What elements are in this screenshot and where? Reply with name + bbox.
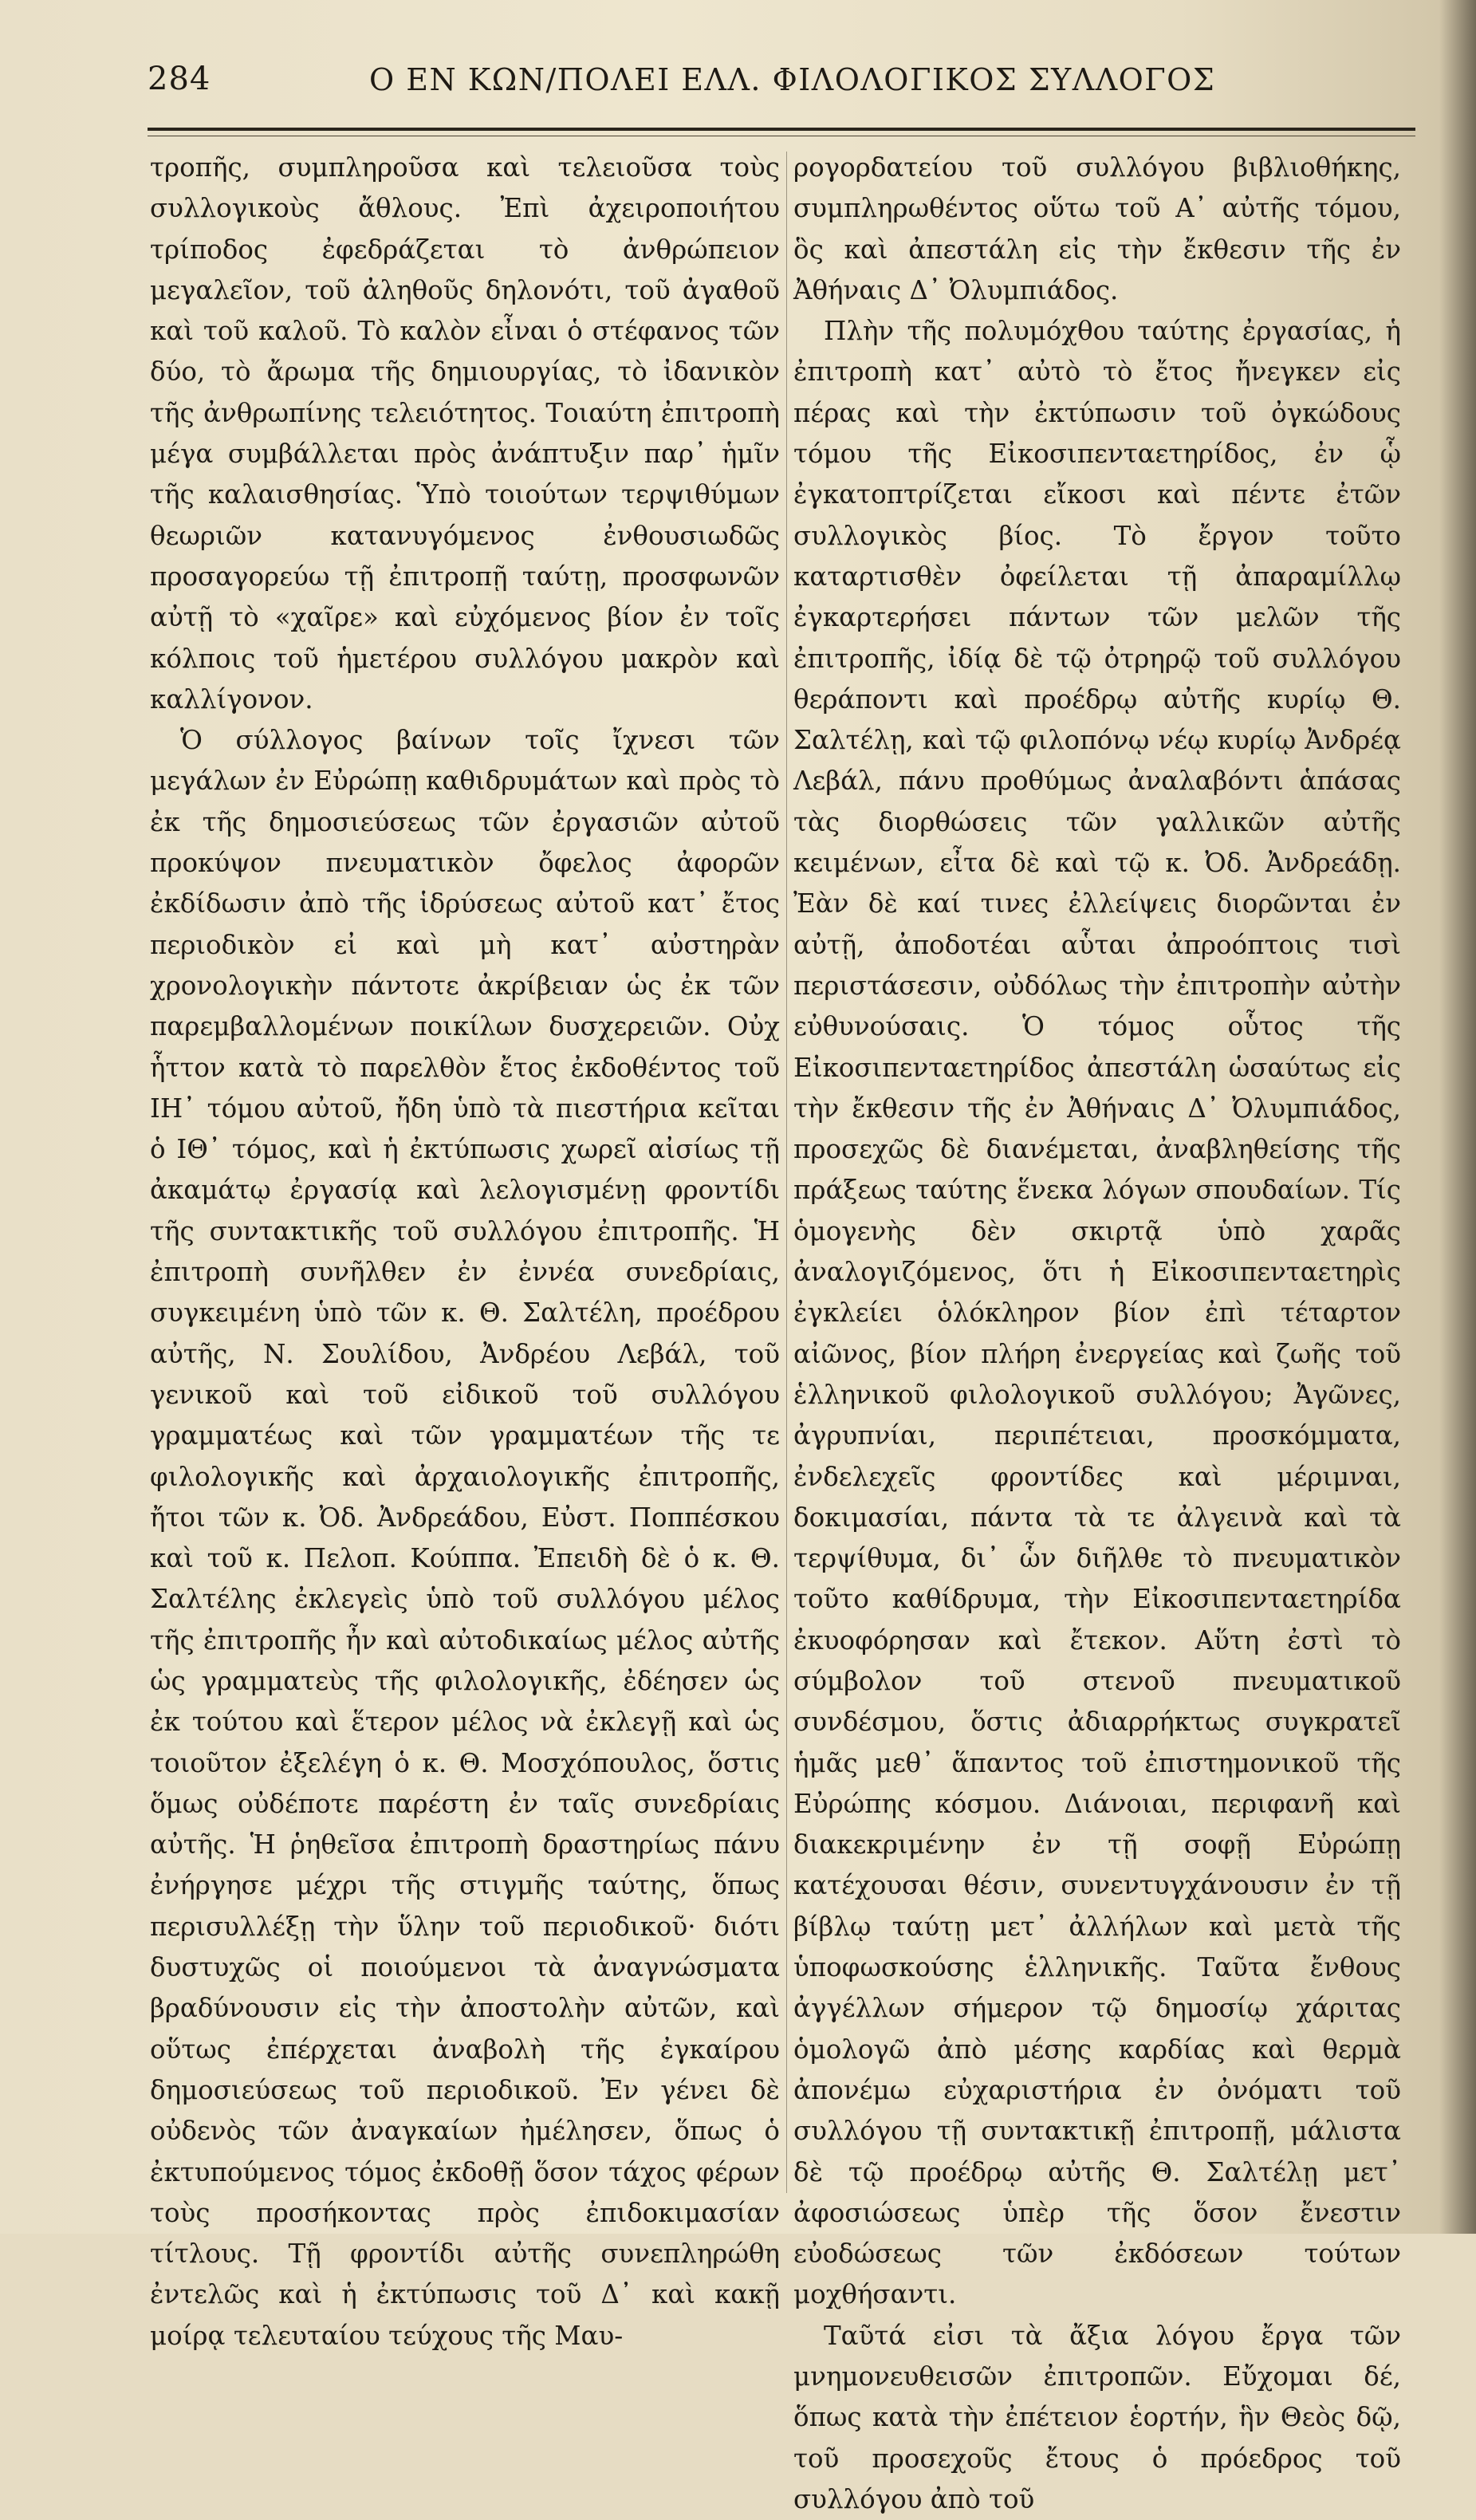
left-paragraph-2: Ὁ σύλλογος βαίνων τοῖς ἴχνεσι τῶν μεγάλων ἐν Εὐρώπῃ καθιδρυμάτων καὶ πρὸς τὸ ἐκ τῆς δημοσιεύσεως τῶν ἐργασιῶν αὐτοῦ προκύψον πνευματικὸν ὄφελος ἀφορῶν ἐκδίδωσιν ἀπὸ τῆς ἱδρύσεως αὐτοῦ κατ᾿ ἔτος περιοδικὸν εἰ καὶ μὴ κατ᾿ αὐστηρὰν χρονολογικὴν πάντοτε ἀκρίβειαν ὡς ἐκ τῶν παρεμβαλλομένων ποικίλων δυσχερειῶν. Οὐχ ἧττον κατὰ τὸ παρελθὸν ἔτος ἐκδοθέντος τοῦ ΙΗ᾿ τόμου αὐτοῦ, ἤδη ὑπὸ τὰ πιεστήρια κεῖται ὁ ΙΘ᾿ τόμος, καὶ ἡ ἐκτύπωσις χωρεῖ αἰσίως τῇ ἀκαμάτῳ ἐργασίᾳ καὶ λελογισμένῃ φροντίδι τῆς συντακτικῆς τοῦ συλλόγου ἐπιτροπῆς. Ἡ ἐπιτροπὴ συνῆλθεν ἐν ἐννέα συνεδρίαις, συγκειμένη ὑπὸ τῶν κ. Θ. Σαλτέλη, προέδρου αὐτῆς, Ν. Σουλίδου, Ἀνδρέου Λεβάλ, τοῦ γενικοῦ καὶ τοῦ εἰδικοῦ τοῦ συλλόγου γραμματέως καὶ τῶν γραμματέων τῆς τε φιλολογικῆς καὶ ἀρχαιολογικῆς ἐπιτροπῆς, ἤτοι τῶν κ. Ὀδ. Ἀνδρεάδου, Εὐστ. Ποππέσκου καὶ τοῦ κ. Πελοπ. Κούππα. Ἐπειδὴ δὲ ὁ κ. Θ. Σαλτέλης ἐκλεγεὶς ὑπὸ τοῦ συλλόγου μέλος τῆς ἐπιτροπῆς ἦν καὶ αὐτοδικαίως μέλος αὐτῆς ὡς γραμματεὺς τῆς φιλολογικῆς, ἐδέησεν ὡς ἐκ τούτου καὶ ἕτερον μέλος νὰ ἐκλεγῇ καὶ ὡς τοιοῦτον ἐξελέγη ὁ κ. Θ. Μοσχόπουλος, ὅστις ὅμως οὐδέποτε παρέστη ἐν ταῖς συνεδρίαις αὐτῆς. Ἡ ῥηθεῖσα ἐπιτροπὴ δραστηρίως πάνυ ἐνήργησε μέχρι τῆς στιγμῆς ταύτης, ὅπως περισυλλέξῃ τὴν ὕλην τοῦ περιοδικοῦ· διότι δυστυχῶς οἱ ποιούμενοι τὰ ἀναγνώσματα βραδύνουσιν εἰς τὴν ἀποστολὴν αὐτῶν, καὶ οὕτως ἐπέρχεται ἀναβολὴ τῆς ἐγκαίρου δημοσιεύσεως τοῦ περιοδικοῦ. Ἐν γένει δὲ οὐδενὸς τῶν ἀναγκαίων ἠμέλησεν, ὅπως ὁ ἐκτυπούμενος τόμος ἐκδοθῇ ὅσον τάχος φέρων τοὺς προσήκοντας πρὸς ἐπιδοκιμασίαν τίτλους. Τῇ φροντίδι αὐτῆς συνεπληρώθη ἐντελῶς καὶ ἡ ἐκτύπωσις τοῦ Δ᾿ καὶ κακῇ μοίρᾳ τελευταίου τεύχους τῆς Μαυ- — [150, 725, 780, 2351]
right-paragraph-1: ρογορδατείου τοῦ συλλόγου βιβλιοθήκης, συμπληρωθέντος οὕτω τοῦ Α᾿ αὐτῆς τόμου, ὃς καὶ ἀπεστάλη εἰς τὴν ἔκθεσιν τῆς ἐν Ἀθήναις Δ᾿ Ὀλυμπιάδος. — [793, 152, 1401, 305]
right-paragraph-2: Πλὴν τῆς πολυμόχθου ταύτης ἐργασίας, ἡ ἐπιτροπὴ κατ᾿ αὐτὸ τὸ ἔτος ἤνεγκεν εἰς πέρας καὶ τὴν ἐκτύπωσιν τοῦ ὀγκώδους τόμου τῆς Εἰκοσιπενταετηρίδος, ἐν ᾧ ἐγκατοπτρίζεται εἴκοσι καὶ πέντε ἐτῶν συλλογικὸς βίος. Τὸ ἔργον τοῦτο καταρτισθὲν ὀφείλεται τῇ ἀπαραμίλλῳ ἐγκαρτερήσει πάντων τῶν μελῶν τῆς ἐπιτροπῆς, ἰδίᾳ δὲ τῷ ὀτρηρῷ τοῦ συλλόγου θεράποντι καὶ προέδρῳ αὐτῆς κυρίῳ Θ. Σαλτέλῃ, καὶ τῷ φιλοπόνῳ νέῳ κυρίῳ Ἀνδρέᾳ Λεβάλ, πάνυ προθύμως ἀναλαβόντι ἁπάσας τὰς διορθώσεις τῶν γαλλικῶν αὐτῆς κειμένων, εἶτα δὲ καὶ τῷ κ. Ὀδ. Ἀνδρεάδῃ. Ἐὰν δὲ καί τινες ἐλλείψεις διορῶνται ἐν αὐτῇ, ἀποδοτέαι αὗται ἀπροόπτοις τισὶ περιστάσεσιν, οὐδόλως τὴν ἐπιτροπὴν αὐτὴν εὐθυνούσαις. Ὁ τόμος οὗτος τῆς Εἰκοσιπενταετηρίδος ἀπεστάλη ὡσαύτως εἰς τὴν ἔκθεσιν τῆς ἐν Ἀθήναις Δ᾿ Ὀλυμπιάδος, προσεχῶς δὲ διανέμεται, ἀναβληθείσης τῆς πράξεως ταύτης ἕνεκα λόγων σπουδαίων. Τίς ὁμογενὴς δὲν σκιρτᾷ ὑπὸ χαρᾶς ἀναλογιζόμενος, ὅτι ἡ Εἰκοσιπενταετηρὶς ἐγκλείει ὁλόκληρον βίον ἐπὶ τέταρτον αἰῶνος, βίον πλήρη ἐνεργείας καὶ ζωῆς τοῦ ἑλληνικοῦ φιλολογικοῦ συλλόγου; Ἀγῶνες, ἀγρυπνίαι, περιπέτειαι, προσκόμματα, ἐνδελεχεῖς φροντίδες καὶ μέριμναι, δοκιμασίαι, πάντα τὰ τε ἀλγεινὰ καὶ τὰ τερψίθυμα, δι᾿ ὧν διῆλθε τὸ πνευματικὸν τοῦτο καθίδρυμα, τὴν Εἰκοσιπενταετηρίδα ἐκυοφόρησαν καὶ ἔτεκον. Αὕτη ἐστὶ τὸ σύμβολον τοῦ στενοῦ πνευματικοῦ συνδέσμου, ὅστις ἀδιαρρήκτως συγκρατεῖ ἡμᾶς μεθ᾿ ἅπαντος τοῦ ἐπιστημονικοῦ τῆς Εὐρώπης κόσμου. Διάνοιαι, περιφανῆ καὶ διακεκριμένην ἐν τῇ σοφῇ Εὐρώπῃ κατέχουσαι θέσιν, συνεντυγχάνουσιν ἐν τῇ βίβλῳ ταύτῃ μετ᾿ ἀλλήλων καὶ μετὰ τῆς ὑποφωσκούσης ἑλληνικῆς. Ταῦτα ἔνθους ἀγγέλλων σήμερον τῷ δημοσίῳ χάριτας ὁμολογῶ ἀπὸ μέσης καρδίας καὶ θερμὰ ἀπονέμω εὐχαριστήρια ἐν ὀνόματι τοῦ συλλόγου τῇ συντακτικῇ ἐπιτροπῇ, μάλιστα δὲ τῷ προέδρῳ αὐτῆς Θ. Σαλτέλῃ μετ᾿ ἀφοσιώσεως ὑπὲρ τῆς ὅσον ἔνεστιν εὐοδώσεως τῶν ἐκδόσεων τούτων μοχθήσαντι. — [793, 316, 1401, 2310]
page-header — [148, 54, 1415, 118]
left-paragraph-1: τροπῆς, συμπληροῦσα καὶ τελειοῦσα τοὺς συλλογικοὺς ἄθλους. Ἐπὶ ἀχειροποιήτου τρίποδος ἐφεδράζεται τὸ ἀνθρώπειον μεγαλεῖον, τοῦ ἀληθοῦς δηλονότι, τοῦ ἀγαθοῦ καὶ τοῦ καλοῦ. Τὸ καλὸν εἶναι ὁ στέφανος τῶν δύο, τὸ ἄρωμα τῆς δημιουργίας, τὸ ἰδανικὸν τῆς ἀνθρωπίνης τελειότητος. Τοιαύτη ἐπιτροπὴ μέγα συμβάλλεται πρὸς ἀνάπτυξιν παρ᾿ ἡμῖν τῆς καλαισθησίας. Ὑπὸ τοιούτων τερψιθύμων θεωριῶν κατανυγόμενος ἐνθουσιωδῶς προσαγορεύω τῇ ἐπιτροπῇ ταύτῃ, προσφωνῶν αὐτῇ τὸ «χαῖρε» καὶ εὐχόμενος βίον ἐν τοῖς κόλποις τοῦ ἡμετέρου συλλόγου μακρὸν καὶ καλλίγονον. — [150, 152, 780, 715]
page-number: 284 — [148, 61, 211, 97]
header-rule-thick — [148, 128, 1415, 131]
left-column — [150, 148, 780, 2351]
page-edge-shadow — [1439, 0, 1476, 2234]
running-head: Ο ΕΝ ΚΩΝ/ΠΟΛΕΙ ΕΛΛ. ΦΙΛΟΛΟΓΙΚΟΣ ΣΥΛΛΟΓΟΣ — [369, 62, 1216, 97]
right-paragraph-3: Ταῦτά εἰσι τὰ ἄξια λόγου ἔργα τῶν μνημονευθεισῶν ἐπιτροπῶν. Εὔχομαι δέ, ὅπως κατὰ τὴν ἐπέτειον ἑορτήν, ἣν Θεὸς δῷ, τοῦ προσεχοῦς ἔτους ὁ πρόεδρος τοῦ συλλόγου ἀπὸ τοῦ — [793, 2320, 1401, 2514]
column-divider — [786, 152, 787, 2193]
right-column — [793, 148, 1401, 2514]
